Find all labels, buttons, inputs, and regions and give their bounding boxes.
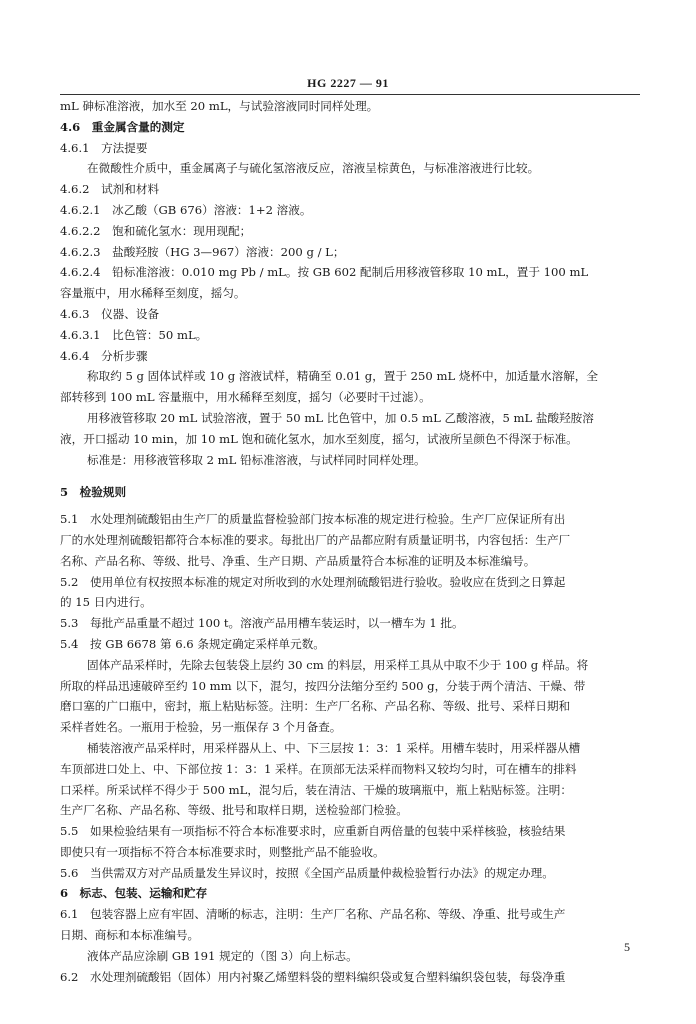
subsection-heading: 4.6.3 仪器、设备 <box>60 306 160 321</box>
body-line: 车顶部进口处上、中、下部位按 1：3：1 采样。在顶部无法采样而物料又较均匀时，可在槽车的排料 <box>60 761 577 776</box>
body-line: 5.4 按 GB 6678 第 6.6 条规定确定采样单元数。 <box>60 636 325 651</box>
body-line: 名称、产品名称、等级、批号、净重、生产日期、产品质量符合本标准的证明及本标准编号。 <box>60 553 536 568</box>
body-line: 容量瓶中，用水稀释至刻度，摇匀。 <box>60 286 246 301</box>
body-line: 即使只有一项指标不符合本标准要求时，则整批产品不能验收。 <box>60 844 385 859</box>
body-line: 液，开口摇动 10 min，加 10 mL 饱和硫化氢水，加水至刻度，摇匀，试液所呈颜色不得深于标准。 <box>60 431 578 446</box>
body-line: 4.6.2.4 铅标准溶液：0.010 mg Pb / mL。按 GB 602 配制后用移液管移取 10 mL，置于 100 mL <box>60 265 589 280</box>
body-line: 液体产品应涂刷 GB 191 规定的（图 3）向上标志。 <box>87 948 358 963</box>
body-line: 5.2 使用单位有权按照本标准的规定对所收到的水处理剂硫酸铝进行验收。验收应在货到之日算起 <box>60 574 566 589</box>
body-line: 6.2 水处理剂硫酸铝（固体）用内衬聚乙烯塑料袋的塑料编织袋或复合塑料编织袋包装，每袋净重 <box>60 969 566 984</box>
body-line: 桶装溶液产品采样时，用采样器从上、中、下三层按 1：3：1 采样。用槽车装时，用采样器从槽 <box>87 740 581 755</box>
body-line: 的 15 日内进行。 <box>60 595 152 610</box>
body-line: 口采样。所采试样不得少于 500 mL，混匀后，装在清洁、干燥的玻璃瓶中，瓶上粘贴标签。注明： <box>60 782 572 797</box>
body-line: 4.6.2.3 盐酸羟胺（HG 3—967）溶液：200 g / L； <box>60 244 345 259</box>
body-line: 在微酸性介质中，重金属离子与硫化氢溶液反应，溶液呈棕黄色，与标准溶液进行比较。 <box>87 161 540 176</box>
section-heading: 5 检验规则 <box>60 485 127 500</box>
body-line: 所取的样品迅速破碎至约 10 mm 以下，混匀，按四分法缩分至约 500 g，分装于两个清洁、干燥、带 <box>60 678 586 693</box>
body-line: 固体产品采样时，先除去包装袋上层约 30 cm 的料层，用采样工具从中取不少于 100 g 样品。将 <box>87 657 589 672</box>
body-line: 4.6.3.1 比色管：50 mL。 <box>60 327 208 342</box>
body-line: 生产厂名称、产品名称、等级、批号和取样日期，送检验部门检验。 <box>60 803 408 818</box>
subsection-heading: 4.6.2 试剂和材料 <box>60 182 160 197</box>
body-line: 采样者姓名。一瓶用于检验，另一瓶保存 3 个月备查。 <box>60 720 342 735</box>
body-line: 4.6.2.1 冰乙酸（GB 676）溶液：1+2 溶液。 <box>60 202 312 217</box>
section-heading: 6 标志、包装、运输和贮存 <box>60 886 208 901</box>
body-line: 5.5 如果检验结果有一项指标不符合本标准要求时，应重新自两倍量的包装中采样核验，核验结果 <box>60 824 566 839</box>
page-number: 5 <box>624 940 630 954</box>
body-line: 5.6 当供需双方对产品质量发生异议时，按照《全国产品质量仲裁检验暂行办法》的规定办理。 <box>60 865 554 880</box>
body-line: 日期、商标和本标准编号。 <box>60 928 200 943</box>
standard-code-header: HG 2227 — 91 <box>307 76 389 90</box>
body-line: 厂的水处理剂硫酸铝都符合本标准的要求。每批出厂的产品都应附有质量证明书，内容包括：生产厂 <box>60 532 571 547</box>
subsection-heading: 4.6.1 方法提要 <box>60 140 148 155</box>
body-line: 5.3 每批产品重量不超过 100 t。溶液产品用槽车装运时，以一槽车为 1 批。 <box>60 616 464 631</box>
document-body <box>60 96 640 987</box>
body-line: 标准是：用移液管移取 2 mL 铅标准溶液，与试样同时同样处理。 <box>87 452 426 467</box>
body-line: 磨口塞的广口瓶中，密封，瓶上粘贴标签。注明：生产厂名称、产品名称、等级、批号、采样日期和 <box>60 699 571 714</box>
body-line: 用移液管移取 20 mL 试验溶液，置于 50 mL 比色管中，加 0.5 mL 乙酸溶液，5 mL 盐酸羟胺溶 <box>87 410 594 425</box>
header-rule <box>60 94 640 95</box>
body-line: mL 砷标准溶液，加水至 20 mL，与试验溶液同时同样处理。 <box>60 99 379 113</box>
body-line: 5.1 水处理剂硫酸铝由生产厂的质量监督检验部门按本标准的规定进行检验。生产厂应保证所有出 <box>60 512 566 527</box>
body-line: 4.6.2.2 饱和硫化氢水：现用现配； <box>60 223 252 238</box>
section-gap <box>60 470 640 482</box>
subsection-heading: 4.6.4 分析步骤 <box>60 348 148 363</box>
body-line: 6.1 包装容器上应有牢固、清晰的标志，注明：生产厂名称、产品名称、等级、净重、批号或生产 <box>60 907 566 922</box>
section-heading: 4.6 重金属含量的测定 <box>60 119 185 134</box>
body-line: 部转移到 100 mL 容量瓶中，用水稀释至刻度，摇匀（必要时干过滤）。 <box>60 390 431 405</box>
body-line: 称取约 5 g 固体试样或 10 g 溶液试样，精确至 0.01 g，置于 250 mL 烧杯中，加适量水溶解，全 <box>87 369 598 384</box>
